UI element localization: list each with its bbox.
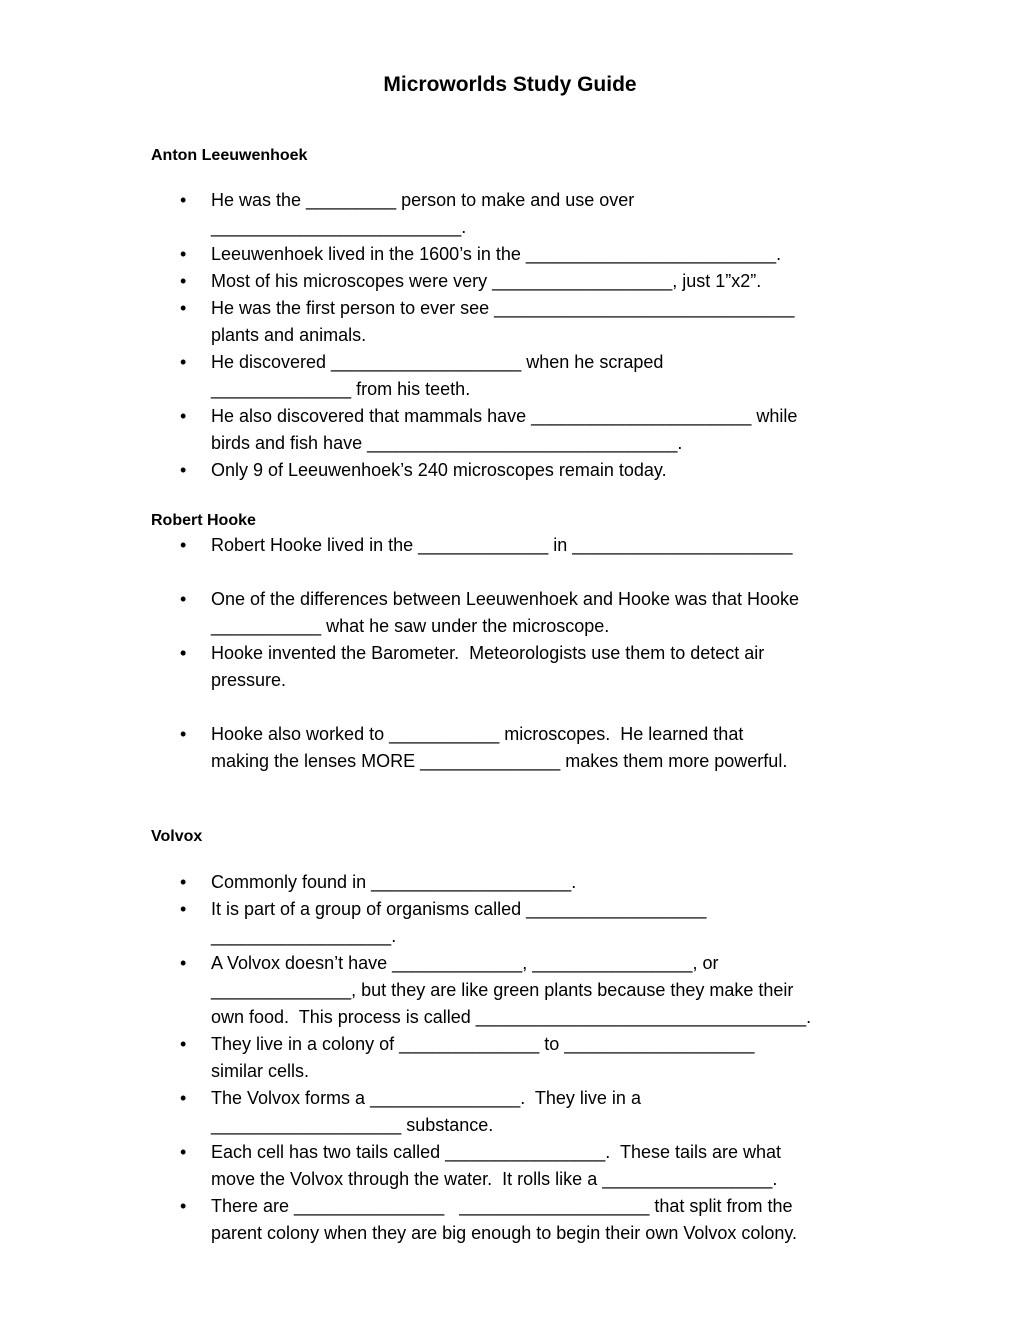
list-item: • Each cell has two tails called ________________. These tails are what move the Volvox through the water. It rolls like a _________________. bbox=[211, 1139, 871, 1193]
section-heading-hooke: Robert Hooke bbox=[151, 512, 256, 529]
section-heading-leeuwenhoek: Anton Leeuwenhoek bbox=[151, 147, 308, 164]
list-item: • Commonly found in ____________________. bbox=[211, 869, 871, 896]
page-title: Microworlds Study Guide bbox=[383, 73, 637, 96]
leeuwenhoek-list bbox=[211, 187, 871, 484]
volvox-list bbox=[211, 869, 871, 1247]
list-item: • Only 9 of Leeuwenhoek’s 240 microscopes remain today. bbox=[211, 457, 871, 484]
list-item: • The Volvox forms a _______________. They live in a ___________________ substance. bbox=[211, 1085, 871, 1139]
list-item: • He also discovered that mammals have ______________________ while birds and fish have _______________________________. bbox=[211, 403, 871, 457]
list-item: • He was the first person to ever see ______________________________ plants and animals. bbox=[211, 295, 871, 349]
list-item: • They live in a colony of ______________ to ___________________ similar cells. bbox=[211, 1031, 871, 1085]
list-item: • Robert Hooke lived in the _____________ in ______________________ bbox=[211, 532, 871, 559]
list-item: • He discovered ___________________ when he scraped ______________ from his teeth. bbox=[211, 349, 871, 403]
list-item: • Hooke invented the Barometer. Meteorologists use them to detect air pressure. bbox=[211, 640, 871, 694]
list-item: • Leeuwenhoek lived in the 1600’s in the _________________________. bbox=[211, 241, 871, 268]
list-item: • Hooke also worked to ___________ microscopes. He learned that making the lenses MORE ______________ makes them more powerful. bbox=[211, 721, 871, 775]
section-heading-volvox: Volvox bbox=[151, 828, 203, 845]
list-item: • A Volvox doesn’t have _____________, ________________, or ______________, but they are like green plants because they make their own food. This process is called _________________________________. bbox=[211, 950, 871, 1031]
list-item: • One of the differences between Leeuwenhoek and Hooke was that Hooke ___________ what he saw under the microscope. bbox=[211, 586, 871, 640]
hooke-list bbox=[211, 532, 871, 775]
list-item: • There are _______________ ___________________ that split from the parent colony when they are big enough to begin their own Volvox colony. bbox=[211, 1193, 871, 1247]
list-item: • He was the _________ person to make and use over _________________________. bbox=[211, 187, 871, 241]
list-item: • It is part of a group of organisms called __________________ __________________. bbox=[211, 896, 871, 950]
list-item: • Most of his microscopes were very __________________, just 1”x2”. bbox=[211, 268, 871, 295]
